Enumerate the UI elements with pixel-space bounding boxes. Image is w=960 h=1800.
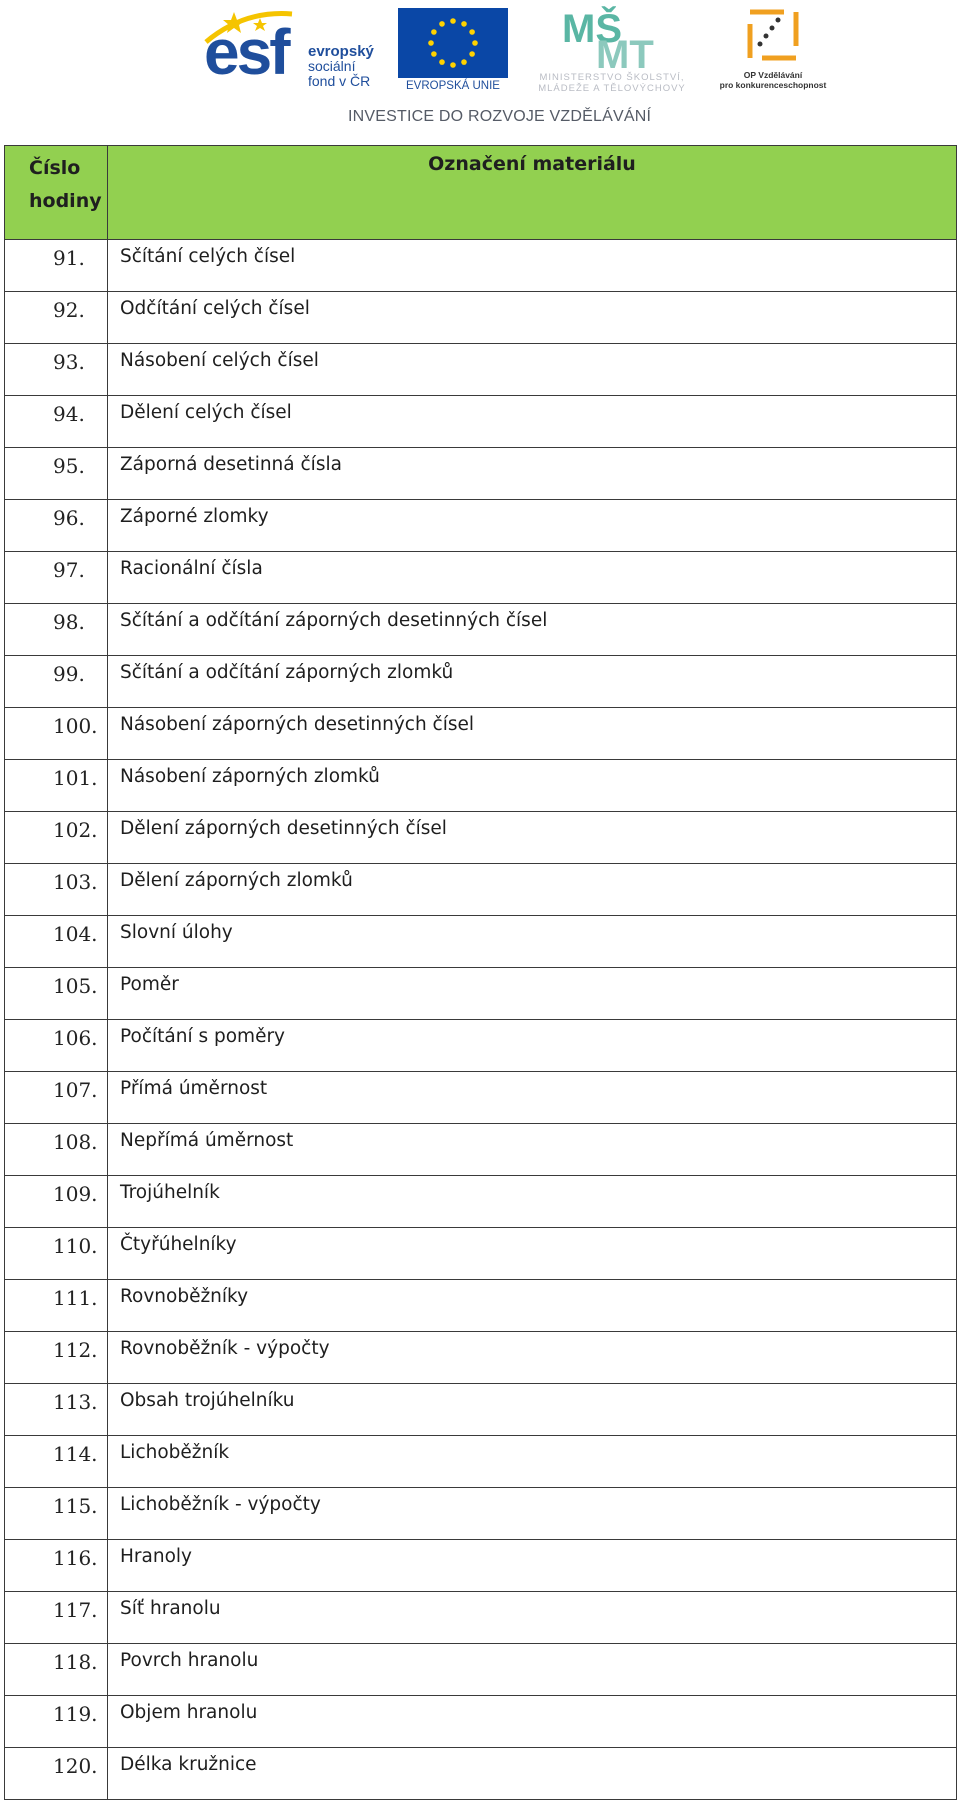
table-header-row	[5, 146, 957, 240]
lesson-number: 117.	[5, 1592, 108, 1644]
lesson-number: 113.	[5, 1384, 108, 1436]
lesson-title: Násobení záporných desetinných čísel	[108, 708, 957, 760]
eu-star-icon	[439, 21, 445, 27]
op-caption	[710, 70, 836, 90]
table-row	[5, 500, 957, 552]
msmt-caption	[512, 72, 712, 94]
lesson-number: 115.	[5, 1488, 108, 1540]
lesson-title: Sčítání a odčítání záporných zlomků	[108, 656, 957, 708]
lesson-title: Lichoběžník	[108, 1436, 957, 1488]
lesson-number: 105.	[5, 968, 108, 1020]
lesson-title: Délka kružnice	[108, 1748, 957, 1800]
table-row	[5, 708, 957, 760]
lesson-title: Násobení celých čísel	[108, 344, 957, 396]
lesson-title: Přímá úměrnost	[108, 1072, 957, 1124]
tagline: INVESTICE DO ROZVOJE VZDĚLÁVÁNÍ	[348, 108, 652, 125]
lesson-title: Racionální čísla	[108, 552, 957, 604]
table-row	[5, 240, 957, 292]
lesson-number: 99.	[5, 656, 108, 708]
lesson-title: Záporné zlomky	[108, 500, 957, 552]
lesson-title: Čtyřúhelníky	[108, 1228, 957, 1280]
table-row	[5, 448, 957, 500]
lesson-title: Dělení záporných zlomků	[108, 864, 957, 916]
lesson-number: 94.	[5, 396, 108, 448]
lesson-number: 118.	[5, 1644, 108, 1696]
lesson-title: Dělení celých čísel	[108, 396, 957, 448]
lesson-title: Záporná desetinná čísla	[108, 448, 957, 500]
lesson-title: Síť hranolu	[108, 1592, 957, 1644]
lesson-title: Objem hranolu	[108, 1696, 957, 1748]
lesson-number: 106.	[5, 1020, 108, 1072]
lesson-number: 114.	[5, 1436, 108, 1488]
table-row	[5, 916, 957, 968]
lesson-number: 102.	[5, 812, 108, 864]
table-row	[5, 1540, 957, 1592]
lesson-title: Obsah trojúhelníku	[108, 1384, 957, 1436]
lesson-number: 110.	[5, 1228, 108, 1280]
esf-line3: fond v ČR	[308, 73, 371, 89]
table-row	[5, 1488, 957, 1540]
table-row	[5, 1228, 957, 1280]
lesson-number: 120.	[5, 1748, 108, 1800]
lesson-number: 108.	[5, 1124, 108, 1176]
table-row	[5, 1696, 957, 1748]
lesson-title: Povrch hranolu	[108, 1644, 957, 1696]
msmt-line2: MLÁDEŽE A TĚLOVÝCHOVY	[538, 83, 686, 94]
logo-strip	[0, 0, 960, 140]
eu-star-icon	[472, 40, 478, 46]
esf-line1: evropský	[308, 43, 374, 60]
lesson-title: Odčítání celých čísel	[108, 292, 957, 344]
table-row	[5, 1124, 957, 1176]
lesson-title: Trojúhelník	[108, 1176, 957, 1228]
eu-caption: EVROPSKÁ UNIE	[406, 80, 500, 92]
table-row	[5, 292, 957, 344]
lesson-number: 111.	[5, 1280, 108, 1332]
svg-text:MT: MT	[596, 33, 654, 70]
table-row	[5, 344, 957, 396]
table-row	[5, 1592, 957, 1644]
eu-star-icon	[461, 59, 467, 65]
eu-flag-icon	[398, 8, 508, 78]
table-row	[5, 1384, 957, 1436]
eu-star-icon	[428, 40, 434, 46]
table-row	[5, 812, 957, 864]
table-row	[5, 1176, 957, 1228]
svg-text:MŠ: MŠ	[562, 7, 622, 51]
lesson-number: 98.	[5, 604, 108, 656]
op-line2: pro konkurenceschopnost	[719, 80, 827, 90]
op-arrows-icon	[740, 4, 806, 66]
lesson-number: 100.	[5, 708, 108, 760]
esf-logo	[204, 6, 384, 96]
table-row	[5, 1072, 957, 1124]
esf-letters: esf	[204, 16, 288, 88]
table-row	[5, 656, 957, 708]
lesson-number: 96.	[5, 500, 108, 552]
lesson-number: 103.	[5, 864, 108, 916]
esf-line2: sociální	[308, 58, 356, 74]
lesson-title: Slovní úlohy	[108, 916, 957, 968]
lesson-number: 112.	[5, 1332, 108, 1384]
msmt-line1: MINISTERSTVO ŠKOLSTVÍ,	[539, 72, 685, 83]
table-row	[5, 1436, 957, 1488]
lesson-number: 93.	[5, 344, 108, 396]
lesson-number: 95.	[5, 448, 108, 500]
column-header-number-line1: Číslo	[29, 157, 81, 179]
eu-star-icon	[469, 51, 475, 57]
table-body	[5, 240, 957, 1800]
eu-star-icon	[469, 29, 475, 35]
lesson-title: Rovnoběžníky	[108, 1280, 957, 1332]
table-row	[5, 760, 957, 812]
esf-name	[308, 44, 374, 89]
eu-star-icon	[450, 18, 456, 24]
column-header-number-line2: hodiny	[29, 190, 102, 212]
lesson-number: 92.	[5, 292, 108, 344]
eu-star-icon	[431, 51, 437, 57]
column-header-number	[5, 146, 108, 240]
msmt-letters-icon	[562, 4, 672, 70]
eu-star-icon	[461, 21, 467, 27]
table-row	[5, 1332, 957, 1384]
lesson-number: 109.	[5, 1176, 108, 1228]
lesson-title: Nepřímá úměrnost	[108, 1124, 957, 1176]
lesson-title: Poměr	[108, 968, 957, 1020]
lesson-title: Hranoly	[108, 1540, 957, 1592]
lesson-number: 101.	[5, 760, 108, 812]
lesson-title: Násobení záporných zlomků	[108, 760, 957, 812]
table-row	[5, 1748, 957, 1800]
eu-star-icon	[431, 29, 437, 35]
op-line1: OP Vzdělávání	[743, 70, 803, 80]
lesson-title: Sčítání a odčítání záporných desetinných čísel	[108, 604, 957, 656]
table-row	[5, 864, 957, 916]
lesson-title: Sčítání celých čísel	[108, 240, 957, 292]
column-header-title: Označení materiálu	[108, 146, 957, 240]
table-row	[5, 552, 957, 604]
lesson-title: Lichoběžník - výpočty	[108, 1488, 957, 1540]
lesson-table	[4, 145, 957, 1800]
eu-star-icon	[450, 62, 456, 68]
table-row	[5, 968, 957, 1020]
table-row	[5, 396, 957, 448]
table-row	[5, 1280, 957, 1332]
lesson-title: Rovnoběžník - výpočty	[108, 1332, 957, 1384]
lesson-number: 97.	[5, 552, 108, 604]
eu-star-icon	[439, 59, 445, 65]
lesson-number: 91.	[5, 240, 108, 292]
lesson-number: 119.	[5, 1696, 108, 1748]
lesson-number: 104.	[5, 916, 108, 968]
op-logo	[710, 4, 836, 96]
lesson-number: 116.	[5, 1540, 108, 1592]
table-row	[5, 1644, 957, 1696]
table-row	[5, 604, 957, 656]
lesson-number: 107.	[5, 1072, 108, 1124]
table-row	[5, 1020, 957, 1072]
eu-logo	[398, 8, 508, 96]
lesson-title: Počítání s poměry	[108, 1020, 957, 1072]
msmt-logo	[512, 4, 712, 96]
lesson-title: Dělení záporných desetinných čísel	[108, 812, 957, 864]
